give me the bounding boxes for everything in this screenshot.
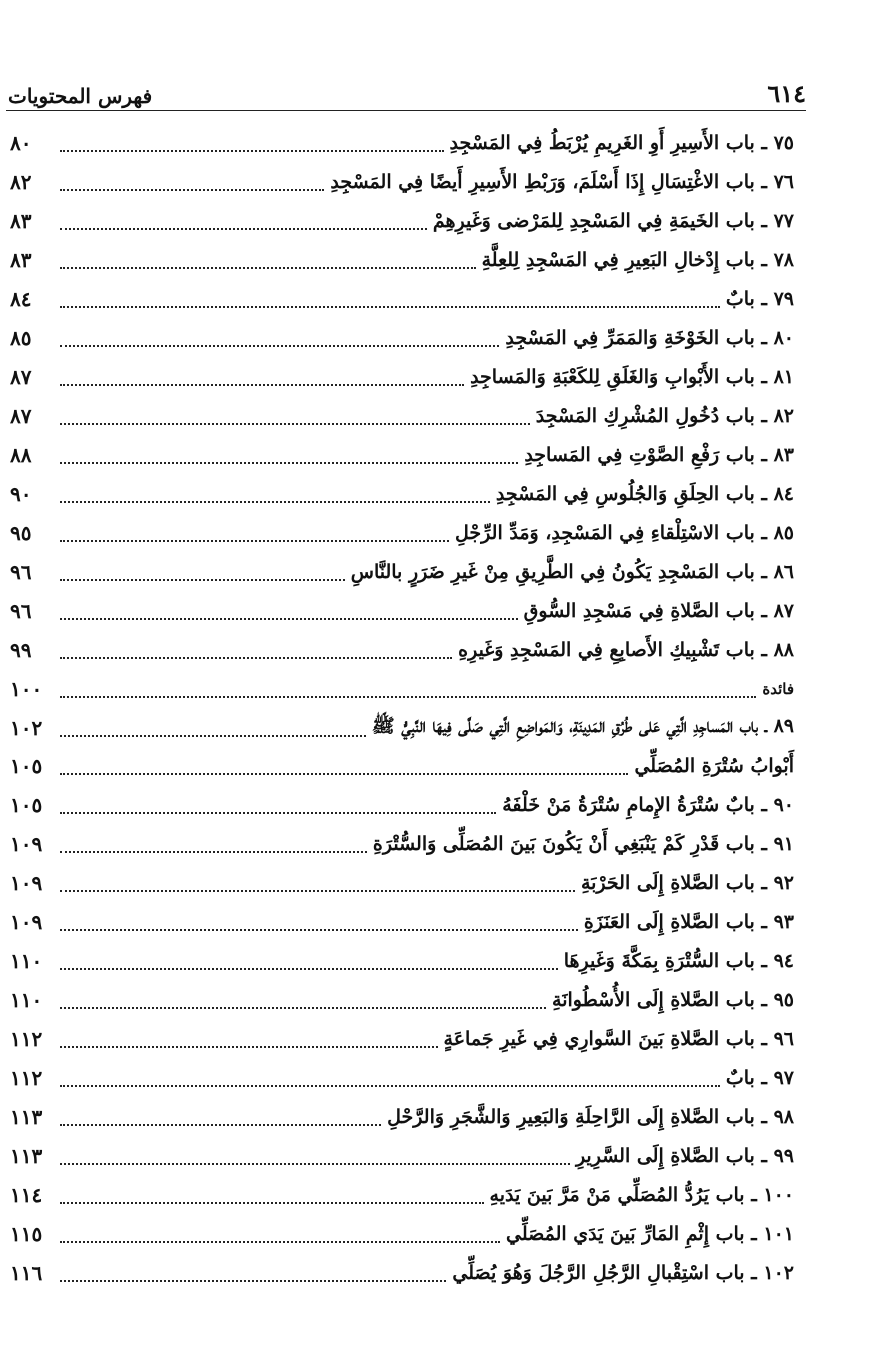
dot-leader [60,298,720,308]
toc-entry-page: ١٠٠ [10,676,43,701]
toc-entry-page: ١١٣ [10,1104,43,1129]
toc-entry [10,241,794,280]
dot-leader [60,960,558,970]
toc-entry-title: ٧٩ ـ بابٌ [725,288,794,311]
toc-entry [10,124,794,163]
toc-entry [10,825,794,864]
toc-entry-page: ٩٦ [10,598,32,623]
toc-entry [10,591,794,630]
toc-entry-title: ٨٣ ـ باب رَفْعِ الصَّوْتِ فِي المَساجِدِ [524,443,794,466]
toc-entry [10,397,794,436]
toc-entry [10,319,794,358]
toc-entry-page: ١١٢ [10,1065,43,1090]
toc-entry-page: ٩٦ [10,559,32,584]
toc-entry-page: ١٠٩ [10,832,43,857]
toc-entry [10,358,794,397]
toc-entry-title: ١٠٠ ـ باب يَرُدُّ المُصَلِّي مَنْ مَرَّ بَينَ يَدَيهِ [489,1183,794,1206]
toc-entry-page: ٨٥ [10,326,32,351]
dot-leader [60,688,756,698]
toc-entry [10,1136,794,1175]
toc-entry-page: ٩٥ [10,520,32,545]
toc-entry [10,669,794,708]
toc-entry [10,1214,794,1253]
toc-entry-title: ٨٥ ـ باب الاسْتِلْقاءِ فِي المَسْجِدِ، وَمَدِّ الرِّجْلِ [455,521,794,544]
toc-entry-title: ٩٦ ـ باب الصَّلاةِ بَينَ السَّوارِي فِي غَيرِ جَماعَةٍ [443,1028,794,1051]
toc-entry-page: ١٠٩ [10,910,43,935]
toc-entry [10,1097,794,1136]
toc-entry-title: ٧٨ ـ باب إِدْخالِ البَعِيرِ فِي المَسْجِدِ لِلعِلَّةِ [481,249,794,272]
toc-entry-title: ٩٩ ـ باب الصَّلاةِ إِلَى السَّرِيرِ [575,1144,794,1167]
toc-entry-page: ٨٨ [10,442,32,467]
toc-entry [10,786,794,825]
dot-leader [60,337,499,347]
running-title: فهرس المحتويات [8,84,153,108]
dot-leader [60,415,530,425]
toc-entry-title: ٩٣ ـ باب الصَّلاةِ إِلَى العَنَزَةِ [583,911,794,934]
toc-entry-title: ٨٠ ـ باب الخَوْخَةِ وَالمَمَرِّ فِي المَسْجِدِ [505,327,794,350]
toc-entry-page: ٨٣ [10,209,32,234]
toc-entry-page: ١١٠ [10,949,43,974]
page-number: ٦١٤ [767,79,806,108]
toc-entry-title: أَبْوابُ سُتْرَةِ المُصَلِّي [634,755,794,778]
toc-entry-title: فائدة [762,679,794,698]
toc-entry [10,864,794,903]
toc-entry-title: ٨١ ـ باب الأَبْوابِ وَالغَلَقِ لِلكَعْبَةِ وَالمَساجِدِ [470,366,794,389]
dot-leader [60,921,578,931]
dot-leader [60,493,490,503]
toc-entry-title: ٩٨ ـ باب الصَّلاةِ إِلَى الرَّاحِلَةِ وَالبَعِيرِ وَالشَّجَرِ وَالرَّحْلِ [387,1105,794,1128]
toc-entry-page: ٨٧ [10,404,32,429]
toc-entry-page: ١١٦ [10,1260,43,1285]
page-header [8,68,806,108]
toc-entry-page: ١٠٥ [10,793,43,818]
toc-entry-page: ١١٤ [10,1182,43,1207]
dot-leader [60,220,427,230]
dot-leader [60,454,518,464]
dot-leader [60,649,452,659]
dot-leader [60,532,449,542]
toc-entry [10,747,794,786]
toc-entry [10,1175,794,1214]
toc-entry [10,1020,794,1059]
dot-leader [60,610,518,620]
dot-leader [60,765,628,775]
toc-entry [10,981,794,1020]
dot-leader [60,843,367,853]
toc-entry [10,942,794,981]
toc-entry-page: ٩٠ [10,481,32,506]
toc-entry-title: ٧٦ ـ باب الاغْتِسَالِ إِذَا أَسْلَمَ، وَرَبْطِ الأَسِيرِ أَيضًا فِي المَسْجِدِ [330,171,794,194]
toc-entry-title: ٩٠ ـ بابٌ سُتْرَةُ الإِمامِ سُتْرَةُ مَنْ خَلْفَهُ [502,794,794,817]
toc-entry [10,513,794,552]
toc-entry-page: ١١٣ [10,1143,43,1168]
dot-leader [60,181,324,191]
toc-entry [10,474,794,513]
toc-entry [10,163,794,202]
dot-leader [60,376,464,386]
dot-leader [60,999,546,1009]
toc-entry-page: ٨٧ [10,365,32,390]
toc-entry [10,552,794,591]
table-of-contents [10,124,794,1292]
toc-entry-page: ٨٣ [10,248,32,273]
toc-entry-title: ٨٢ ـ باب دُخُولِ المُشْرِكِ المَسْجِدَ [535,405,794,428]
toc-entry-title: ٩٧ ـ بابٌ [725,1066,794,1089]
toc-entry-title: ٧٧ ـ باب الخَيمَةِ فِي المَسْجِدِ لِلمَرْضى وَغَيرِهِمْ [432,210,794,233]
toc-entry-page: ١٠٩ [10,871,43,896]
toc-entry-page: ١١٢ [10,1027,43,1052]
dot-leader [60,1155,570,1165]
dot-leader [60,727,366,737]
toc-entry-title: ٨٩ ـ باب المَساجِدِ الَّتِي عَلى طُرُقِ المَدِينَةِ، وَالمَواضِعِ الَّتِي صَلَّى فِيهَا النَّبِيُّ ﷺ [371,714,794,737]
header-rule [6,110,806,111]
toc-entry [10,708,794,747]
toc-entry-title: ١٠١ ـ باب إِثْمِ المَارِّ بَينَ يَدَي المُصَلِّي [506,1222,794,1245]
toc-entry [10,1253,794,1292]
dot-leader [60,804,496,814]
toc-entry-title: ١٠٢ ـ باب اسْتِقْبالِ الرَّجُلِ الرَّجُلَ وَهُوَ يُصَلِّي [452,1261,794,1284]
dot-leader [60,571,345,581]
toc-entry-page: ١١٠ [10,988,43,1013]
toc-entry-page: ٩٩ [10,637,32,662]
toc-entry-title: ٧٥ ـ باب الأَسِيرِ أَوِ الغَرِيمِ يُرْبَطُ فِي المَسْجِدِ [449,132,794,155]
toc-entry-title: ٨٤ ـ باب الحِلَقِ وَالجُلُوسِ فِي المَسْجِدِ [495,482,794,505]
toc-entry-title: ٩٢ ـ باب الصَّلاةِ إِلَى الحَرْبَةِ [580,872,794,895]
toc-entry-page: ٨٠ [10,131,32,156]
dot-leader [60,259,476,269]
dot-leader [60,1116,381,1126]
toc-entry-title: ٨٧ ـ باب الصَّلاةِ فِي مَسْجِدِ السُّوقِ [523,599,794,622]
toc-entry-title: ٩٥ ـ باب الصَّلاةِ إِلَى الأُسْطُوانَةِ [552,989,794,1012]
toc-entry [10,903,794,942]
toc-entry-page: ٨٤ [10,287,32,312]
toc-entry-page: ١٠٢ [10,715,43,740]
toc-entry-page: ١٠٥ [10,754,43,779]
toc-entry-title: ٨٨ ـ باب تَشْبِيكِ الأَصابِعِ فِي المَسْجِدِ وَغَيرِهِ [458,638,794,661]
dot-leader [60,142,444,152]
toc-entry [10,436,794,475]
dot-leader [60,1194,484,1204]
dot-leader [60,882,575,892]
dot-leader [60,1233,500,1243]
toc-entry [10,280,794,319]
dot-leader [60,1272,446,1282]
toc-entry-page: ٨٢ [10,170,32,195]
dot-leader [60,1038,438,1048]
toc-entry-title: ٩١ ـ باب قَدْرِ كَمْ يَنْبَغِي أَنْ يَكُونَ بَينَ المُصَلِّى وَالسُّتْرَةِ [372,833,794,856]
dot-leader [60,1077,720,1087]
toc-entry-page: ١١٥ [10,1221,43,1246]
toc-entry [10,630,794,669]
toc-entry-title: ٨٦ ـ باب المَسْجِدِ يَكُونُ فِي الطَّرِيقِ مِنْ غَيرِ ضَرَرٍ بالنَّاسِ [350,560,794,583]
toc-entry [10,202,794,241]
toc-entry [10,1059,794,1098]
toc-entry-title: ٩٤ ـ باب السُّتْرَةِ بِمَكَّةَ وَغَيرِهَا [563,950,794,973]
